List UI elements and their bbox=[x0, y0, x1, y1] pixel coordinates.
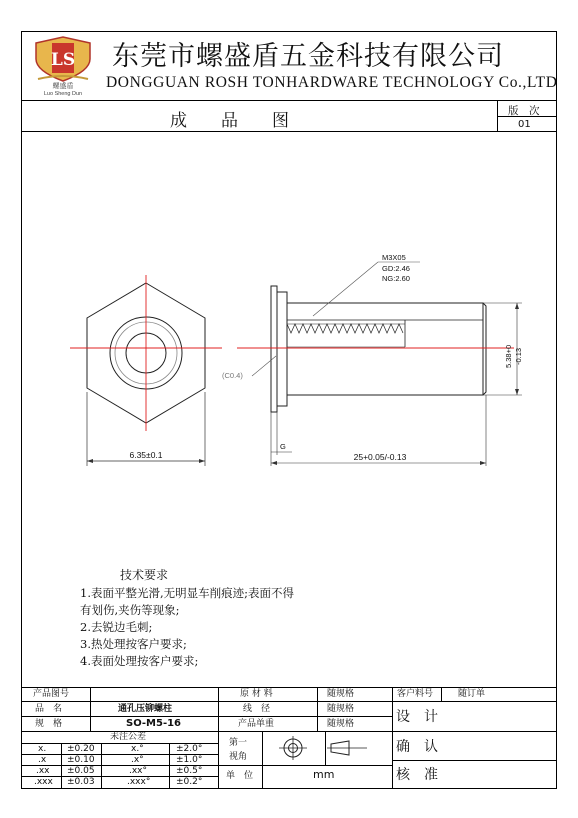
view-label-2: 视角 bbox=[229, 752, 248, 762]
spec-value: SO-M5-16 bbox=[126, 718, 182, 729]
approve-label: 核 准 bbox=[396, 767, 438, 783]
dim-g: G bbox=[280, 442, 286, 451]
technical-notes bbox=[80, 567, 294, 670]
version-label: 版 次 bbox=[508, 105, 540, 117]
company-logo bbox=[32, 33, 94, 97]
logo-text: 螺盛盾 bbox=[52, 82, 74, 90]
tol-k1-3: .xxx bbox=[34, 777, 53, 787]
side-view bbox=[222, 253, 523, 466]
tol-v1-0: ±0.20 bbox=[67, 744, 95, 754]
tol-k1-1: .x bbox=[38, 755, 47, 765]
dim-dia-2: -0.13 bbox=[514, 347, 523, 365]
name-label: 品 名 bbox=[35, 704, 63, 714]
tol-k2-0: x.° bbox=[131, 744, 144, 754]
notes-item-5: 4.表面处理按客户要求; bbox=[80, 654, 199, 668]
notes-item-2: 有划伤,夹伤等现象; bbox=[80, 603, 180, 617]
thread-note-1: M3X05 bbox=[382, 253, 406, 262]
dim-hex: 6.35±0.1 bbox=[129, 450, 163, 460]
tol-v2-1: ±1.0° bbox=[176, 755, 203, 765]
first-angle-projection-icon bbox=[263, 732, 391, 764]
customer-no-value: 随订单 bbox=[458, 689, 486, 699]
tol-k1-2: .xx bbox=[36, 766, 50, 776]
weight-value: 随规格 bbox=[327, 719, 355, 729]
spec-label: 规 格 bbox=[35, 719, 63, 729]
company-name-en: DONGGUAN ROSH TONHARDWARE TECHNOLOGY Co.,LTD bbox=[106, 74, 558, 91]
tol-k2-1: .x° bbox=[131, 755, 144, 765]
thread-note-2: GD:2.46 bbox=[382, 264, 410, 273]
tolerance-label: 未注公差 bbox=[110, 732, 147, 742]
unit-label: 单 位 bbox=[226, 771, 254, 781]
chamfer-note: (C0.4) bbox=[222, 371, 243, 380]
wire-label: 线 径 bbox=[243, 704, 271, 714]
unit-value: mm bbox=[313, 768, 335, 781]
tol-k2-2: .xx° bbox=[129, 766, 148, 776]
material-label: 原 材 料 bbox=[240, 689, 273, 699]
company-name-cn: 东莞市螺盛盾五金科技有限公司 bbox=[112, 41, 504, 72]
weight-label: 产品单重 bbox=[238, 719, 275, 729]
tol-v1-3: ±0.03 bbox=[67, 777, 95, 787]
notes-item-1: 1.表面平整光滑,无明显车削痕迹;表面不得 bbox=[80, 586, 295, 600]
tol-v1-2: ±0.05 bbox=[67, 766, 95, 776]
header-divider bbox=[21, 100, 557, 101]
thread-note-3: NG:2.60 bbox=[382, 274, 410, 283]
notes-item-3: 2.去锐边毛刺; bbox=[80, 620, 153, 634]
tol-v2-2: ±0.5° bbox=[176, 766, 203, 776]
customer-no-label: 客户料号 bbox=[397, 689, 434, 699]
material-value: 随规格 bbox=[327, 689, 355, 699]
dim-length: 25+0.05/-0.13 bbox=[353, 452, 407, 462]
technical-drawing bbox=[21, 132, 557, 472]
tol-v2-0: ±2.0° bbox=[176, 744, 203, 754]
design-label: 设 计 bbox=[396, 709, 438, 725]
confirm-label: 确 认 bbox=[396, 739, 438, 755]
notes-title: 技术要求 bbox=[120, 568, 169, 582]
tol-k1-0: x. bbox=[38, 744, 47, 754]
logo-monogram: LS bbox=[50, 50, 76, 70]
view-label-1: 第一 bbox=[229, 738, 248, 748]
dim-dia-1: 5.38+0 bbox=[504, 344, 513, 368]
tol-k2-3: .xxx° bbox=[127, 777, 151, 787]
notes-item-4: 3.热处理按客户要求; bbox=[80, 637, 187, 651]
product-no-label: 产品图号 bbox=[33, 689, 70, 699]
name-value: 通孔压铆螺柱 bbox=[118, 704, 173, 714]
hex-view bbox=[70, 275, 222, 466]
logo-pinyin: Luo Sheng Dun bbox=[43, 91, 83, 97]
tol-v2-3: ±0.2° bbox=[176, 777, 203, 787]
tol-v1-1: ±0.10 bbox=[67, 755, 95, 765]
drawing-title: 成 品 图 bbox=[170, 111, 289, 131]
version-value: 01 bbox=[518, 119, 531, 130]
wire-value: 随规格 bbox=[327, 704, 355, 714]
